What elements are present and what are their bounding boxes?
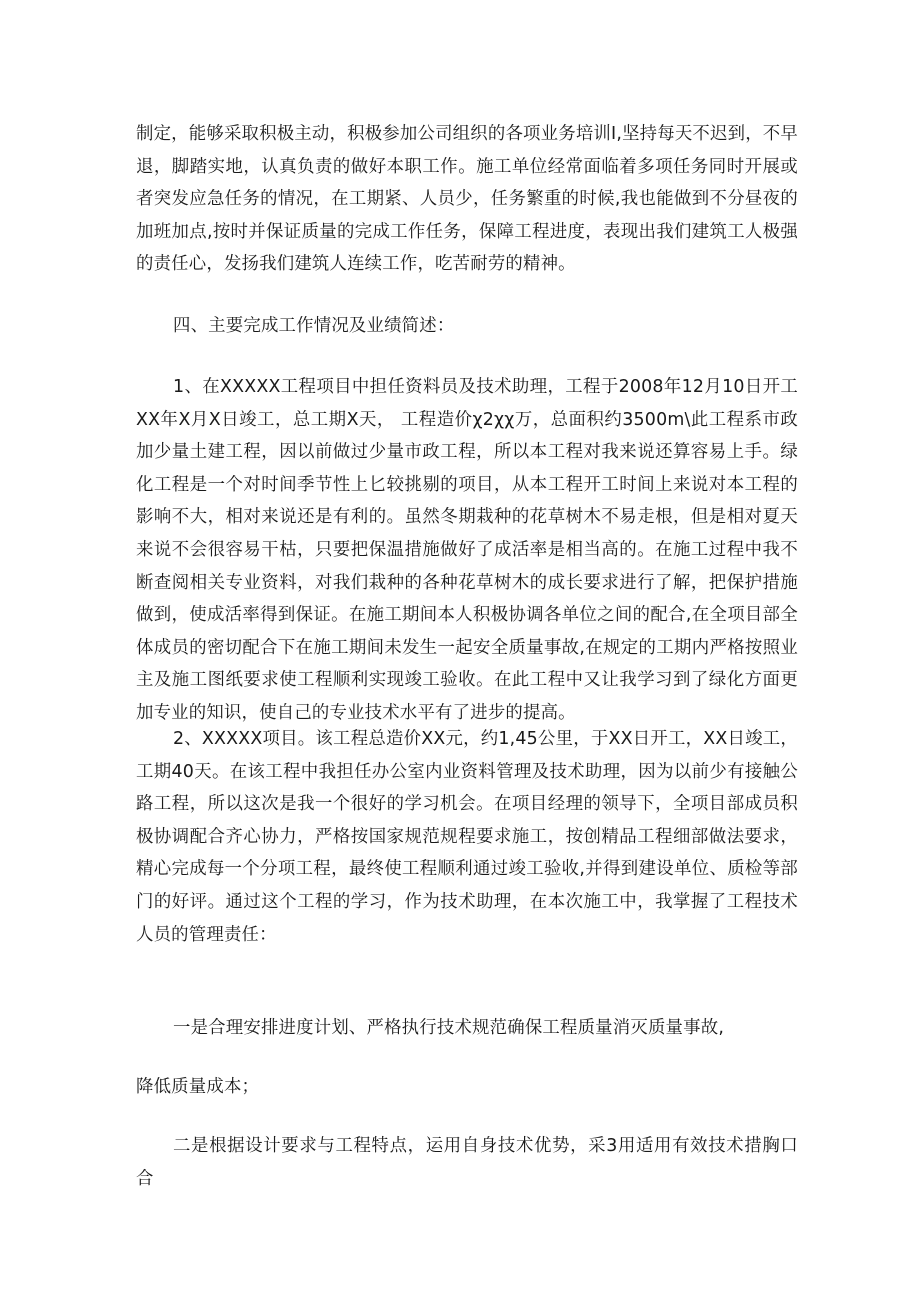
paragraph-responsibility-2: 二是根据设计要求与工程特点，运用自身技术优势，采3用适用有效技术措胸口合 <box>136 1136 798 1189</box>
paragraph-project-2: 2、XXXXX项目。该工程总造价XX元，约1,45公里，于XX日开工，XX日竣工，工期40天。在该工程中我担任办公室内业资料管理及技术助理，因为以前少有接触公路工程，所以这次是我一个很好的学习机会。在项目经理的领导下，全项目部成员积极协调配合齐心协力，严格按国家规范规程要求施工，按创精品工程细部做法要求，精心完成每一个分项工程，最终使工程顺利通过竣工验收,并得到建设单位、质检等部门的好评。通过这个工程的学习，作为技术助理，在本次施工中，我掌握了工程技术人员的管理责任： <box>136 729 798 945</box>
paragraph-work-attitude: 制定，能够采取积极主动，积极参加公司组织的各项业务培训I,坚持每天不迟到，不早退，脚踏实地，认真负责的做好本职工作。施工单位经常面临着多项任务同时开展或者突发应急任务的情况，在工期紧、人员少，任务繁重的时候,我也能做到不分昼夜的加班加点,按时并保证质量的完成工作任务，保障工程进度，表现出我们建筑工人极强的责任心，发扬我们建筑人连续工作，吃苦耐劳的精神。 <box>136 124 798 275</box>
paragraph-responsibility-1: 一是合理安排进度计划、严格执行技术规范确保工程质量消灭质量事故, <box>173 1018 725 1038</box>
paragraph-responsibility-1-continued: 降低质量成本； <box>136 1077 260 1097</box>
section-heading-main-work: 四、主要完成工作情况及业绩简述： <box>173 316 455 336</box>
paragraph-project-1: 1、在XXXXX工程项目中担任资料员及技术助理，工程于2008年12月10日开工XX年X月X日竣工，总工期X天， 工程造价χ2χχ万，总面积约3500m\此工程系市政加少量土建工程，因以前做过少量市政工程，所以本工程对我来说还算容易上手。绿化工程是一个对时间季节性上匕较挑剔的项目，从本工程开工时间上来说对本工程的影响不大，相对来说还是有利的。虽然冬期栽种的花草树木不易走根，但是相对夏天来说不会很容易干枯，只要把保温措施做好了成活率是相当高的。在施工过程中我不断查阅相关专业资料，对我们栽种的各种花草树木的成长要求进行了解，把保护措施做到，使成活率得到保证。在施工期间本人积极协调各单位之间的配合,在全项目部全体成员的密切配合下在施工期间未发生一起安全质量事故,在规定的工期内严格按照业主及施工图纸要求使工程顺利实现竣工验收。在此工程中又让我学习到了绿化方面更加专业的知识，使自己的专业技术水平有了进步的提高。 <box>136 377 798 723</box>
